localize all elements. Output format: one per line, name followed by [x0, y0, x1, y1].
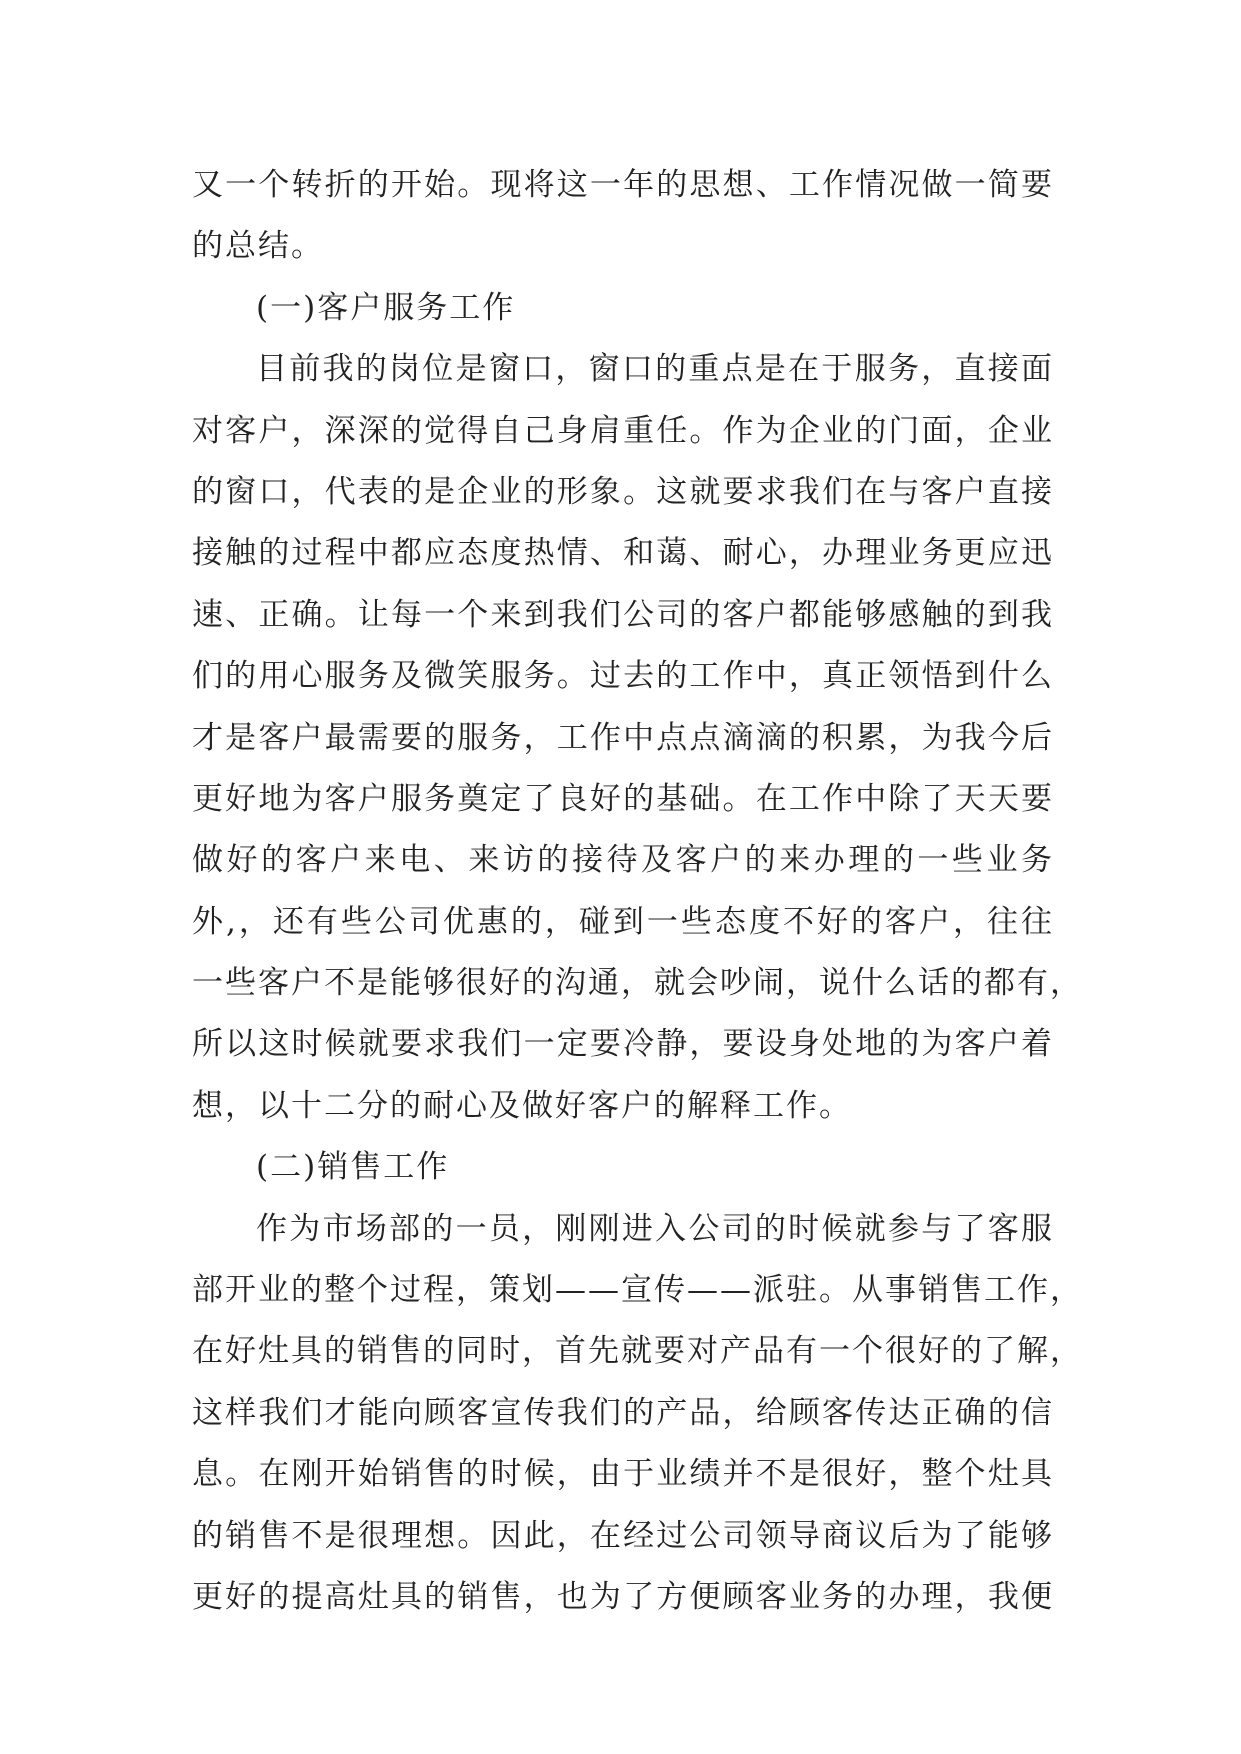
text-line: 做好的客户来电、来访的接待及客户的来办理的一些业务	[192, 842, 1054, 879]
text-line: 外,，还有些公司优惠的，碰到一些态度不好的客户，往往	[192, 903, 1054, 940]
text-line: 作为市场部的一员，刚刚进入公司的时候就参与了客服	[256, 1210, 1054, 1247]
text-line: 更好的提高灶具的销售，也为了方便顾客业务的办理，我便	[192, 1578, 1054, 1615]
text-line: 这样我们才能向顾客宣传我们的产品，给顾客传达正确的信	[192, 1394, 1054, 1431]
text-line: 才是客户最需要的服务，工作中点点滴滴的积累，为我今后	[192, 719, 1054, 756]
text-line: 想，以十二分的耐心及做好客户的解释工作。	[192, 1087, 852, 1124]
document-body	[192, 155, 1083, 1628]
text-line: 部开业的整个过程，策划——宣传——派驻。从事销售工作，	[192, 1272, 1083, 1309]
text-line: 所以这时候就要求我们一定要冷静，要设身处地的为客户着	[192, 1026, 1054, 1063]
section-heading-sales: (二)销售工作	[256, 1149, 450, 1186]
text-line: 的窗口，代表的是企业的形象。这就要求我们在与客户直接	[192, 473, 1054, 510]
text-line: 目前我的岗位是窗口，窗口的重点是在于服务，直接面	[256, 351, 1054, 388]
text-line: 速、正确。让每一个来到我们公司的客户都能够感触的到我	[192, 596, 1054, 633]
text-line: 对客户，深深的觉得自己身肩重任。作为企业的门面，企业	[192, 412, 1054, 449]
text-line: 息。在刚开始销售的时候，由于业绩并不是很好，整个灶具	[192, 1456, 1054, 1493]
text-line: 接触的过程中都应态度热情、和蔼、耐心，办理业务更应迅	[192, 535, 1054, 572]
text-line: 在好灶具的销售的同时，首先就要对产品有一个很好的了解，	[192, 1333, 1083, 1370]
text-line: 又一个转折的开始。现将这一年的思想、工作情况做一简要	[192, 167, 1054, 203]
text-line: 一些客户不是能够很好的沟通，就会吵闹，说什么话的都有，	[192, 965, 1083, 1002]
text-line: 的总结。	[192, 228, 324, 265]
section-heading-customer-service: (一)客户服务工作	[256, 289, 516, 326]
text-line: 们的用心服务及微笑服务。过去的工作中，真正领悟到什么	[192, 658, 1054, 695]
text-line: 更好地为客户服务奠定了良好的基础。在工作中除了天天要	[192, 780, 1054, 817]
text-line: 的销售不是很理想。因此，在经过公司领导商议后为了能够	[192, 1517, 1054, 1554]
